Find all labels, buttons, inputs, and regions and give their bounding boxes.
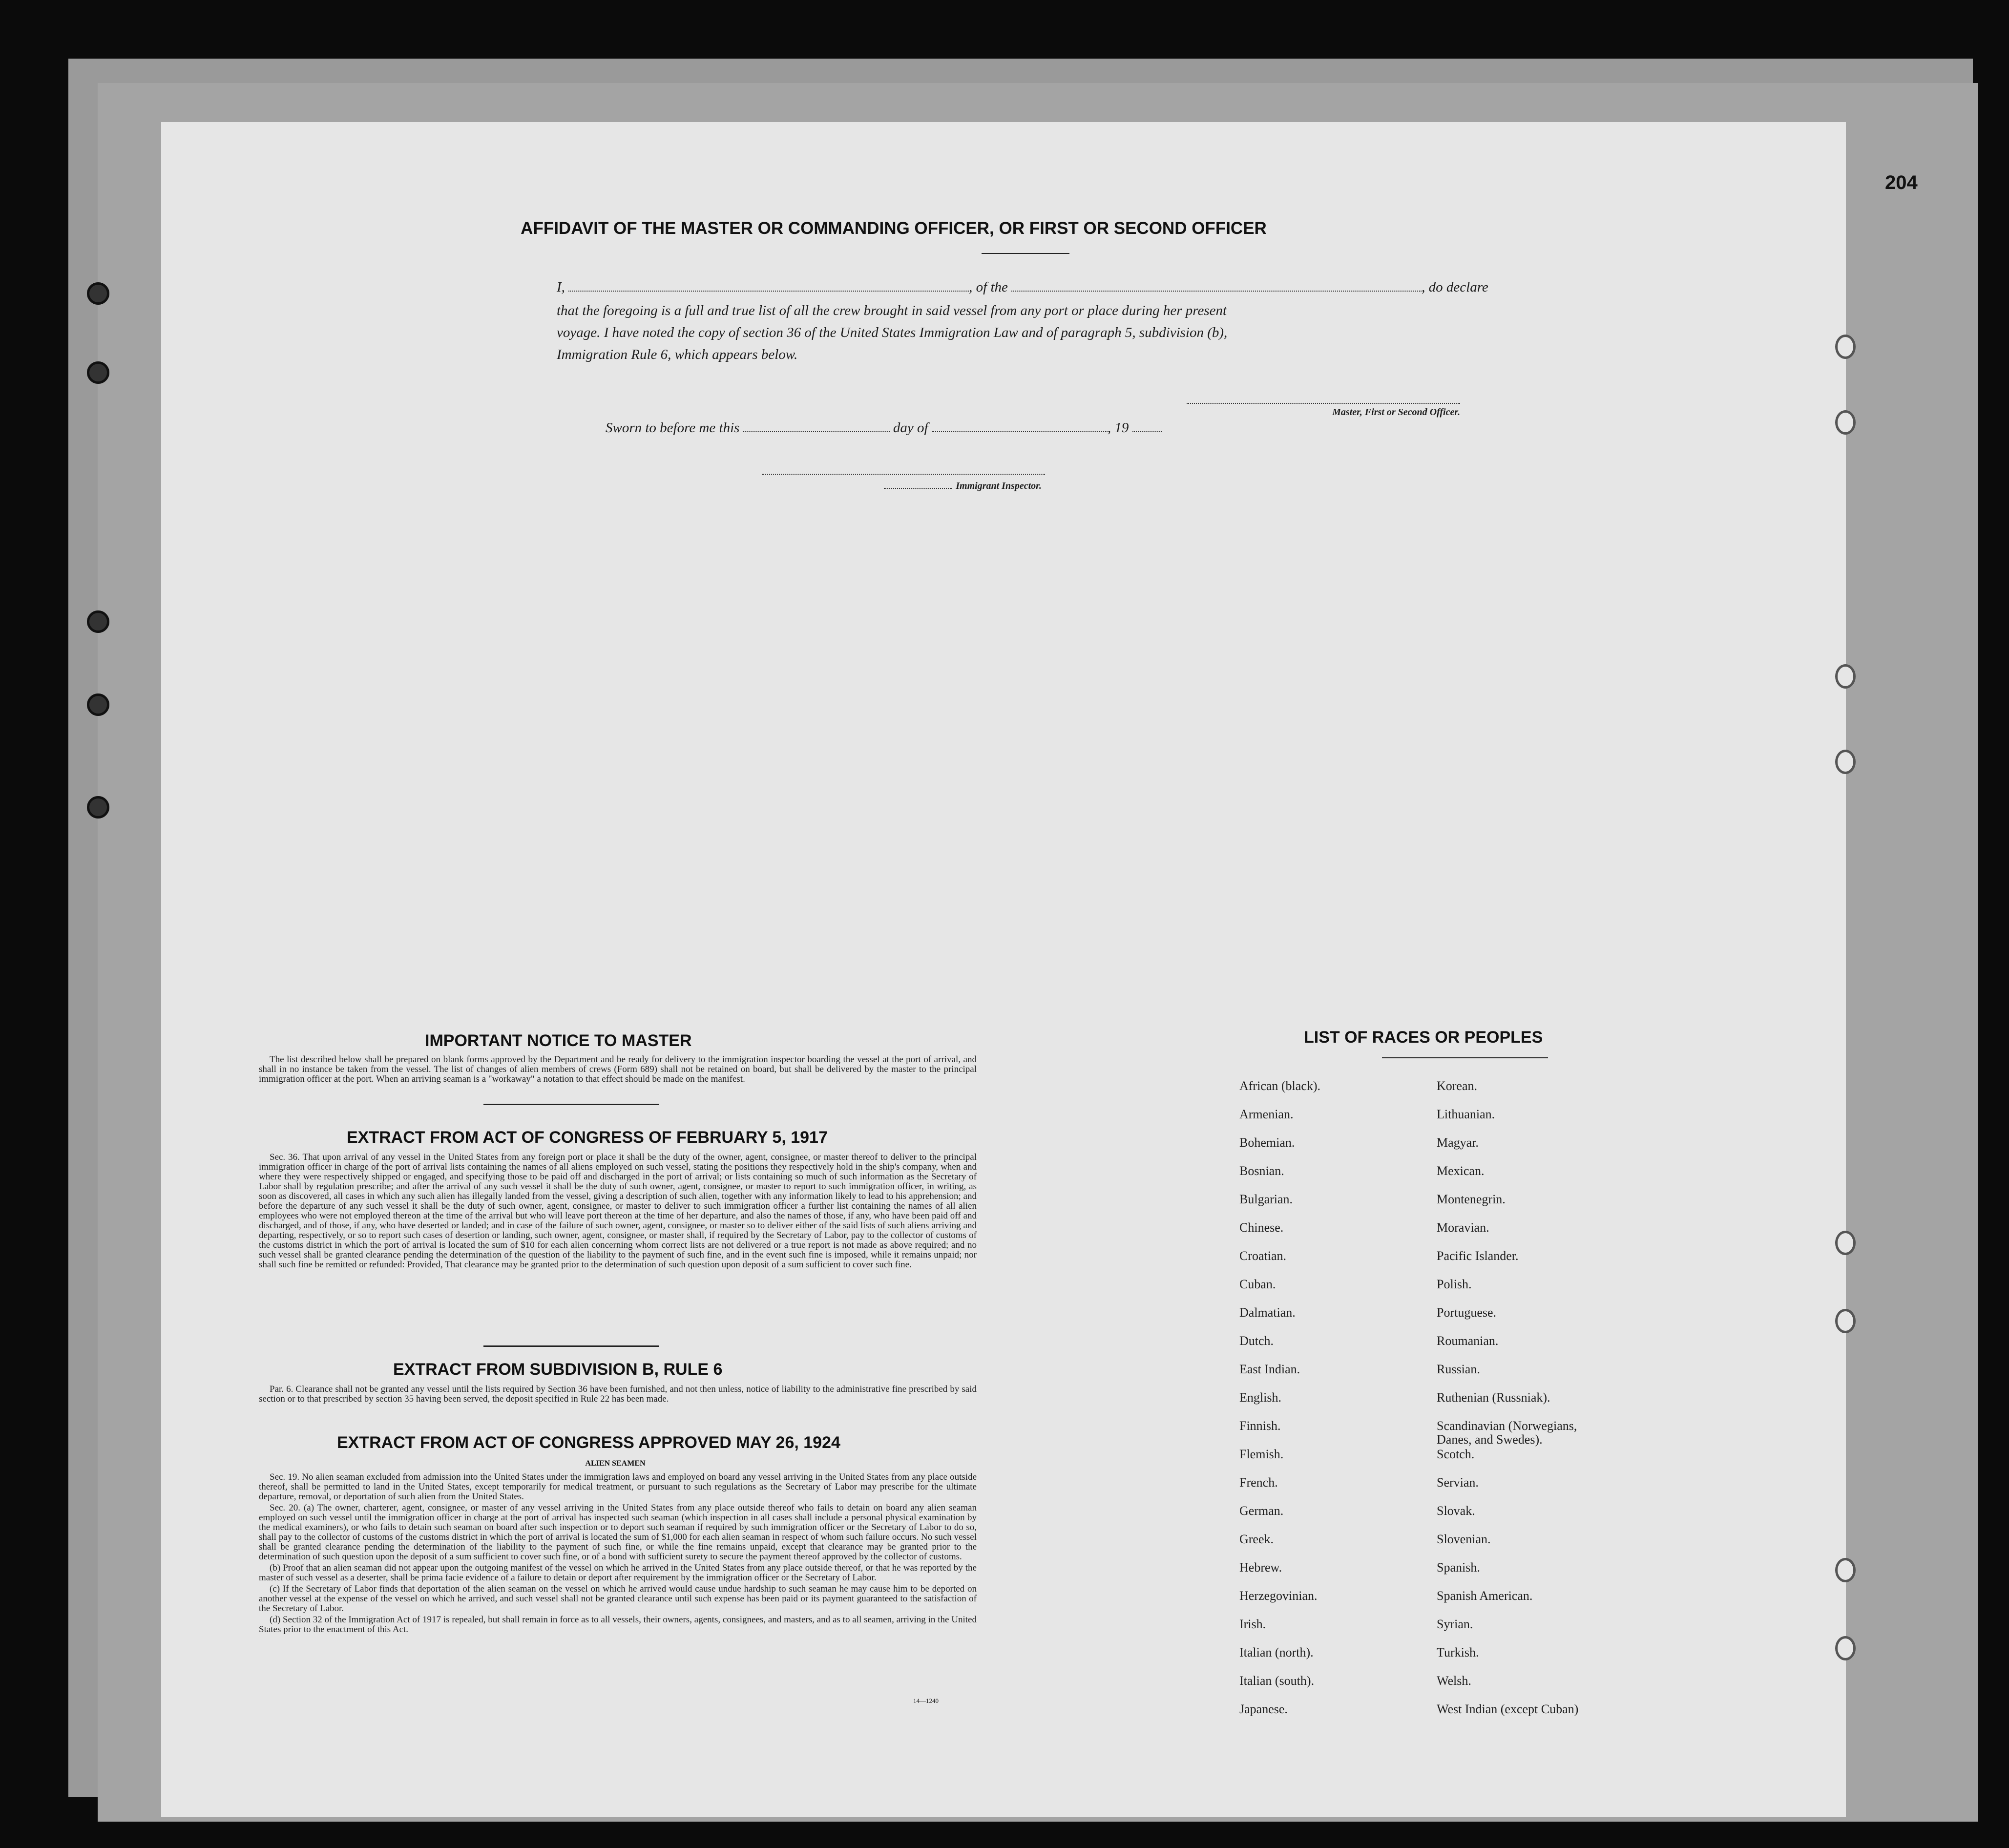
page-number: 204 xyxy=(1885,172,1918,193)
races-title: LIST OF RACES OR PEOPLES xyxy=(1304,1028,1543,1047)
race-item: Cuban. xyxy=(1239,1277,1276,1291)
sworn-year: , 19 xyxy=(1107,420,1129,436)
extract-1917-title: EXTRACT FROM ACT OF CONGRESS OF FEBRUARY 5, 1917 xyxy=(347,1128,828,1147)
binder-hole-icon xyxy=(1835,1231,1856,1255)
affidavit-declare: , do declare xyxy=(1422,279,1488,295)
race-item: African (black). xyxy=(1239,1079,1321,1093)
binder-hole-icon xyxy=(1835,1309,1856,1333)
race-item: Portuguese. xyxy=(1437,1305,1497,1320)
sec-19: Sec. 19. No alien seaman excluded from admission into the United States under the immigration laws and employed on board any vessel arriving in the United States from any place outside thereof, shall be permitted to land in the United States, except temporarily for medical treatment, or pursuant to such regulations as the Secretary of Labor may prescribe for the ultimate departure, removal, or deportation of such alien from the United States. xyxy=(259,1472,977,1502)
race-item: Syrian. xyxy=(1437,1617,1473,1631)
binder-hole-icon xyxy=(87,282,109,305)
affidavit-of-the: , of the xyxy=(969,279,1008,295)
extract-1917-text: Sec. 36. That upon arrival of any vessel in the United States from any foreign port or place it shall be the duty of the owner, agent, consignee, or master thereof to deliver to the principal immigration officer in charge of the port of arrival lists containing the names of all aliens employed on such vessel, stating the positions they respectively hold in the ship's company, when and where they were respectively shipped or engaged, and specifying those to be paid off and discharged in the port of arrival; or lists containing so much of such information as the Secretary of Labor shall by regulation prescribe; and after the arrival of any such vessel it shall be the duty of such owner, agent, consignee, or master to report to such immigration officer, in writing, as soon as discovered, all cases in which any such alien has illegally landed from the vessel, giving a description of such alien, together with any information likely to lead to his apprehension; and before the departure of any such vessel it shall be the duty of such owner, agent, consignee, or master to deliver to such immigration officer a further list containing the names of all alien employees who were not employed thereon at the time of the arrival but who will leave port thereon at the time of her departure, and also the names of those, if any, who have been paid off and discharged, and of those, if any, who have deserted or landed; and in case of the failure of such owner, agent, consignee, or master so to deliver either of the said lists of such aliens arriving and departing, respectively, or so to report such cases of desertion or landing, such owner, agent, consignee, or master shall, if required by the Secretary of Labor, pay to the collector of customs of the customs district in which the port of arrival is located the sum of $10 for each alien concerning whom correct lists are not delivered or a true report is not made as above required; and no such vessel shall be granted clearance pending the determination of the question of the liability to the payment of such fine, and in the event such fine is imposed, while it remains unpaid; nor shall such fine be remitted or refunded: Provided, That clearance may be granted prior to the determination of such question upon deposit of a sum sufficient to cover such fine. xyxy=(259,1152,977,1270)
inspector-short-blank xyxy=(884,478,952,489)
race-item: Croatian. xyxy=(1239,1249,1287,1263)
race-item: Herzegovinian. xyxy=(1239,1589,1318,1603)
binder-hole-icon xyxy=(1835,664,1856,689)
extract-1924-subtitle: ALIEN SEAMEN xyxy=(585,1459,646,1468)
race-item: Dutch. xyxy=(1239,1334,1274,1348)
race-item: Greek. xyxy=(1239,1532,1274,1546)
race-item: Slovenian. xyxy=(1437,1532,1491,1546)
affidavit-line-3: voyage. I have noted the copy of section 36 of the United States Immigration Law and of paragraph 5, subdivision (b), xyxy=(557,325,1228,340)
race-item: Servian. xyxy=(1437,1475,1479,1490)
vessel-blank xyxy=(1011,281,1422,292)
binder-hole-icon xyxy=(87,361,109,384)
binder-hole-icon xyxy=(1835,750,1856,774)
race-item: Montenegrin. xyxy=(1437,1192,1506,1206)
race-item: Magyar. xyxy=(1437,1135,1479,1150)
affidavit-line-2: that the foregoing is a full and true list of all the crew brought in said vessel from any port or place during her present xyxy=(557,303,1227,318)
affidavit-line-1 xyxy=(557,279,1488,295)
sworn-line xyxy=(606,420,1162,436)
race-item: Armenian. xyxy=(1239,1107,1294,1121)
race-item: Bulgarian. xyxy=(1239,1192,1293,1206)
document-page xyxy=(161,122,1846,1817)
inspector-signature-blank xyxy=(762,464,1045,475)
sec-20d: (d) Section 32 of the Immigration Act of 1917 is repealed, but shall remain in force as to all vessels, their owners, agents, consignees, and masters, and as to all seamen, arriving in the United States prior to the enactment of this Act. xyxy=(259,1615,977,1635)
binder-hole-icon xyxy=(87,796,109,819)
officer-caption: Master, First or Second Officer. xyxy=(1332,407,1460,418)
race-item: Russian. xyxy=(1437,1362,1480,1376)
race-item: Hebrew. xyxy=(1239,1560,1282,1575)
officer-signature-blank xyxy=(1187,393,1460,404)
notice-title: IMPORTANT NOTICE TO MASTER xyxy=(425,1031,692,1050)
sworn-prefix: Sworn to before me this xyxy=(606,420,740,436)
race-item: Pacific Islander. xyxy=(1437,1249,1519,1263)
race-item: Korean. xyxy=(1437,1079,1478,1093)
form-number: 14—1240 xyxy=(913,1697,939,1704)
race-item: East Indian. xyxy=(1239,1362,1300,1376)
sec-20c: (c) If the Secretary of Labor finds that deportation of the alien seaman on the vessel on which he arrived would cause undue hardship to such seaman he may cause him to be deported on another vessel at the expense of the vessel on which he arrived, and such vessel shall not be granted clearance until such expense has been paid or its payment guaranteed to the satisfaction of the Secretary of Labor. xyxy=(259,1584,977,1614)
sec-20a: Sec. 20. (a) The owner, charterer, agent, consignee, or master of any vessel arriving in the United States from any place outside thereof who fails to detain on board any alien seaman employed on such vessel until the immigration officer in charge at the port of arrival has inspected such seaman (which inspection in all cases shall include a personal physical examination by the medical examiners), or who fails to detain such seaman on board after such inspection or to deport such seaman if required by such immigration officer or the Secretary of Labor to do so, shall pay to the collector of customs of the customs district in which the port of arrival is located the sum of $1,000 for each alien seaman in respect of whom such failure occurs. No such vessel shall be granted clearance pending the determination of the liability to the payment of such fine, or while the fine remains unpaid, except that clearance may be granted prior to the determination of such question upon the deposit of a sum sufficient to cover such fine, or of a bond with sufficient surety to secure the payment thereof approved by the collector of customs. xyxy=(259,1503,977,1562)
rule-6-text: Par. 6. Clearance shall not be granted any vessel until the lists required by Section 36 have been furnished, and not then unless, notice of liability to the administrative fine prescribed by said section or to that prescribed by section 35 having been served, the deposit specified in Rule 22 has been made. xyxy=(259,1384,977,1404)
race-item: German. xyxy=(1239,1504,1284,1518)
affidavit-i: I, xyxy=(557,279,565,295)
binder-hole-icon xyxy=(1835,1636,1856,1660)
race-item: Scotch. xyxy=(1437,1447,1475,1461)
races-right-column xyxy=(1437,1079,1612,1731)
race-item: Turkish. xyxy=(1437,1645,1479,1659)
race-item: Mexican. xyxy=(1437,1164,1485,1178)
notice-text: The list described below shall be prepared on blank forms approved by the Department and be ready for delivery to the immigration inspector boarding the vessel at the port of arrival, and shall in no instance be taken from the vessel. The list of changes of alien members of crews (Form 689) shall not be retained on board, but shall be delivered by the master to the principal immigration officer at the port. When an arriving seaman is a "workaway" a notation to that effect should be made on the manifest. xyxy=(259,1054,977,1084)
race-item: Lithuanian. xyxy=(1437,1107,1495,1121)
title-divider xyxy=(982,253,1069,254)
section-divider xyxy=(483,1345,659,1347)
race-item: Roumanian. xyxy=(1437,1334,1499,1348)
binder-hole-icon xyxy=(1835,335,1856,359)
binder-hole-icon xyxy=(1835,1558,1856,1582)
race-item: Scandinavian (Norwegians, Danes, and Swedes). xyxy=(1437,1419,1577,1447)
sworn-day: day of xyxy=(893,420,928,436)
officer-signature-block xyxy=(1187,393,1460,418)
race-item: English. xyxy=(1239,1390,1281,1405)
race-item: Spanish. xyxy=(1437,1560,1480,1575)
binder-hole-icon xyxy=(1835,410,1856,435)
binder-hole-icon xyxy=(87,610,109,633)
race-item: Finnish. xyxy=(1239,1419,1281,1433)
race-item: West Indian (except Cuban) xyxy=(1437,1702,1579,1716)
binder-hole-icon xyxy=(87,693,109,716)
races-divider xyxy=(1382,1057,1548,1058)
rule-6-title: EXTRACT FROM SUBDIVISION B, RULE 6 xyxy=(393,1360,723,1379)
race-item: Italian (north). xyxy=(1239,1645,1314,1659)
sworn-year-blank xyxy=(1132,421,1162,432)
race-item: Moravian. xyxy=(1437,1220,1489,1235)
race-item: Polish. xyxy=(1437,1277,1472,1291)
race-item: Japanese. xyxy=(1239,1702,1288,1716)
affidavit-line-4: Immigration Rule 6, which appears below. xyxy=(557,347,798,362)
section-divider xyxy=(483,1104,659,1105)
sworn-date-blank xyxy=(743,421,890,432)
race-item: Ruthenian (Russniak). xyxy=(1437,1390,1550,1405)
name-blank xyxy=(568,281,969,292)
race-item: Welsh. xyxy=(1437,1674,1471,1688)
inspector-signature-block xyxy=(762,464,1045,493)
race-item: Irish. xyxy=(1239,1617,1266,1631)
race-item: Spanish American. xyxy=(1437,1589,1533,1603)
race-item: Dalmatian. xyxy=(1239,1305,1296,1320)
race-item: Chinese. xyxy=(1239,1220,1284,1235)
race-item: Bohemian. xyxy=(1239,1135,1295,1150)
races-left-column xyxy=(1239,1079,1320,1731)
extract-1924-text xyxy=(259,1472,977,1636)
race-item: French. xyxy=(1239,1475,1278,1490)
race-item: Flemish. xyxy=(1239,1447,1284,1461)
sec-20b: (b) Proof that an alien seaman did not appear upon the outgoing manifest of the vessel on which he arrived in the United States from any place outside thereof, or that he was reported by the master of such vessel as a deserter, shall be prima facie evidence of a failure to detain or deport after requirement by the immigration officer or the Secretary of Labor. xyxy=(259,1563,977,1583)
race-item: Slovak. xyxy=(1437,1504,1475,1518)
sworn-month-blank xyxy=(932,421,1108,432)
race-item: Bosnian. xyxy=(1239,1164,1284,1178)
extract-1924-title: EXTRACT FROM ACT OF CONGRESS APPROVED MAY 26, 1924 xyxy=(337,1433,840,1452)
inspector-caption: Immigrant Inspector. xyxy=(956,481,1042,491)
affidavit-title: AFFIDAVIT OF THE MASTER OR COMMANDING OFFICER, OR FIRST OR SECOND OFFICER xyxy=(521,219,1267,238)
race-item: Italian (south). xyxy=(1239,1674,1315,1688)
